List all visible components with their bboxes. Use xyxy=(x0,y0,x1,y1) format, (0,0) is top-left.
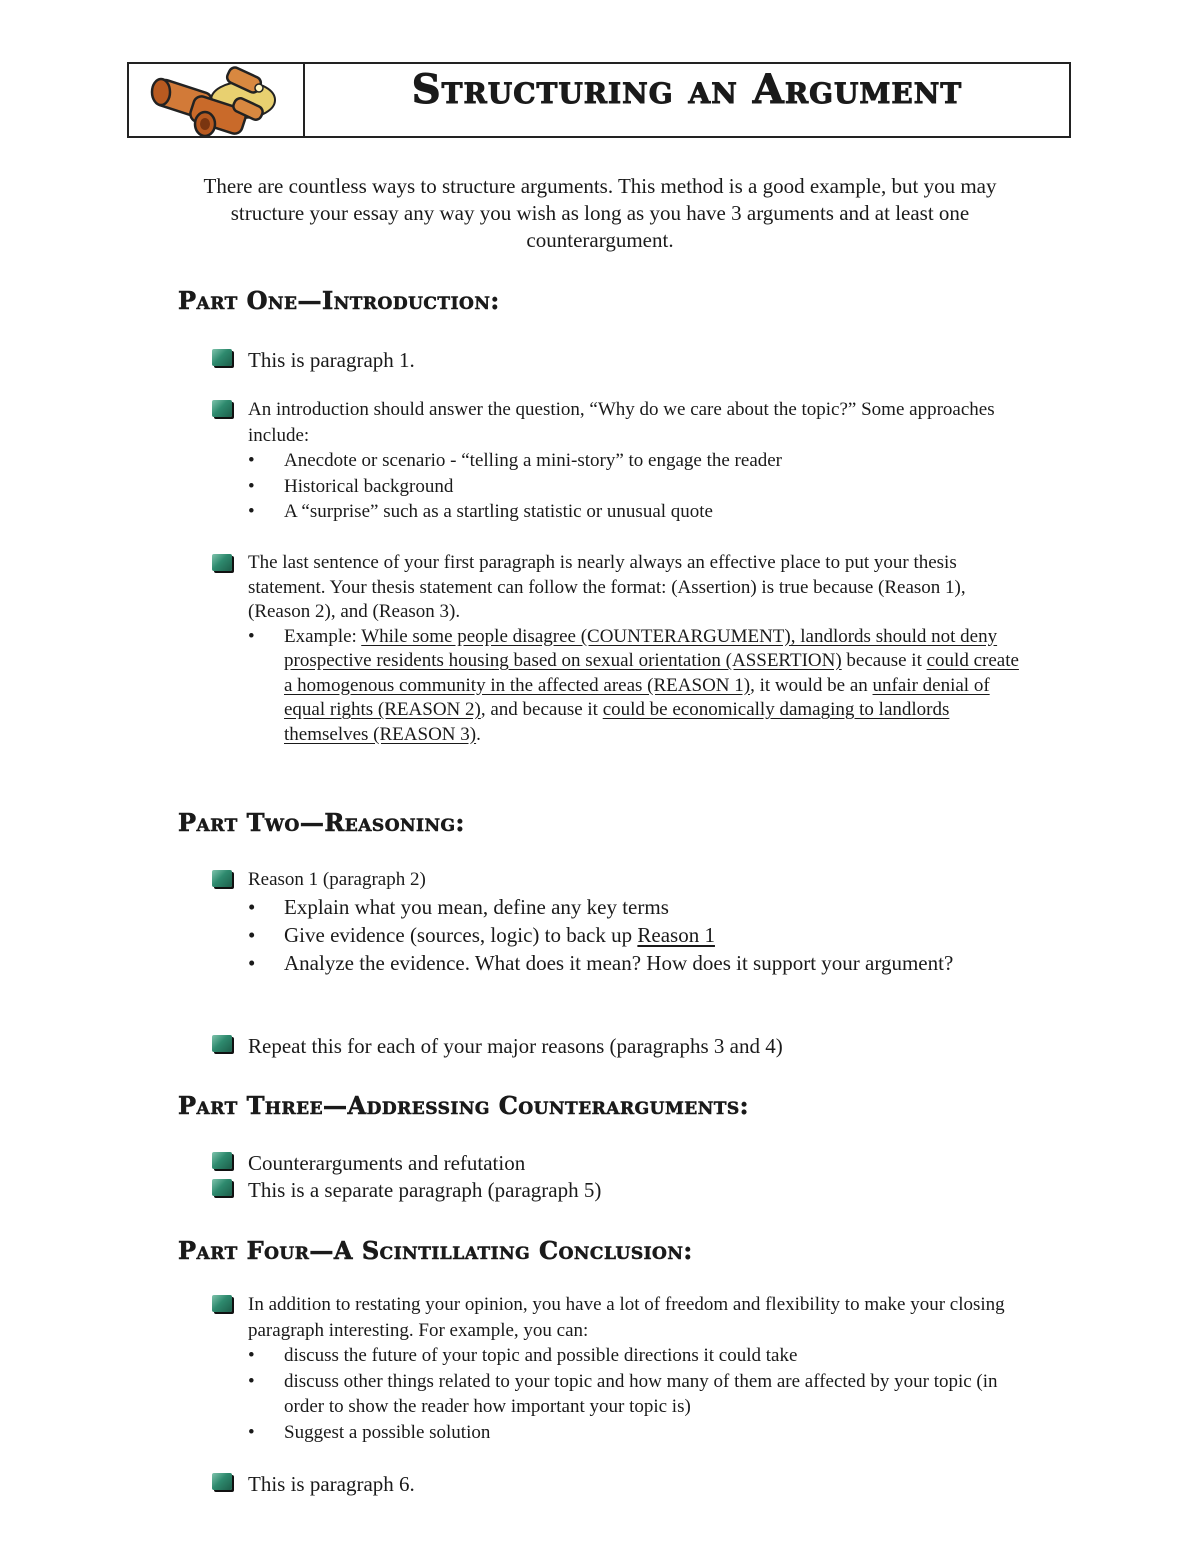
green-square-bullet-icon xyxy=(212,1179,232,1196)
sub-list xyxy=(212,448,1032,525)
underlined-phrase: could create a homogenous community in the affected areas (REASON 1) xyxy=(284,650,1019,696)
green-square-bullet-icon xyxy=(212,1152,232,1169)
part-three-heading: Part Three—Addressing Counterarguments: xyxy=(178,1091,750,1120)
header-box xyxy=(127,62,1071,138)
green-square-bullet-icon xyxy=(212,400,232,417)
list-item: Counterarguments and refutation xyxy=(212,1149,1032,1177)
green-square-bullet-icon xyxy=(212,349,232,366)
sub-list-item: • Anecdote or scenario - “telling a mini-story” to engage the reader xyxy=(212,448,1032,474)
sub-list-item: • discuss the future of your topic and possible directions it could take xyxy=(212,1343,1032,1369)
sub-list xyxy=(212,625,1032,748)
sub-list-item: • Suggest a possible solution xyxy=(212,1420,1032,1446)
intro-paragraph: There are countless ways to structure arguments. This method is a good example, but you may structure your essay any way you wish as long as you have 3 arguments and at least one counterargument. xyxy=(203,174,997,252)
sub-list-item: • Give evidence (sources, logic) to back up Reason 1 xyxy=(212,921,1032,949)
sub-list-item: • A “surprise” such as a startling statistic or unusual quote xyxy=(212,499,1032,525)
binoculars-icon xyxy=(147,66,287,138)
list-item: This is paragraph 1. xyxy=(212,346,1032,374)
green-square-bullet-icon xyxy=(212,870,232,887)
list-item: This is paragraph 6. xyxy=(212,1470,1032,1498)
sub-list-item: • Explain what you mean, define any key terms xyxy=(212,893,1032,921)
underlined-phrase: Reason 1 xyxy=(637,922,715,947)
sub-list-item: • Historical background xyxy=(212,474,1032,500)
underlined-phrase: unfair denial of equal rights (REASON 2) xyxy=(284,674,990,720)
sub-list xyxy=(212,893,1032,977)
list-item: In addition to restating your opinion, you have a lot of freedom and flexibility to make your closing paragraph interesting. For example, you can: • discuss the future of your topic and possible directions it could take • discuss other things related to your topic and how many of them are affected by your topic (in order to show the reader how important your topic is) • Suggest a possible solution xyxy=(212,1292,1032,1445)
example-thesis: • Example: While some people disagree (COUNTERARGUMENT), landlords should not deny prospective residents housing based on sexual orientation (ASSERTION) because it could create a homogenous community in the affected areas (REASON 1), it would be an unfair denial of equal rights (REASON 2), and because it could be economically damaging to landlords themselves (REASON 3). xyxy=(212,625,1032,748)
sub-list-item: • discuss other things related to your topic and how many of them are affected by your topic (in order to show the reader how important your topic is) xyxy=(212,1369,1032,1420)
document-title: Structuring an Argument xyxy=(411,66,963,113)
list-item: Reason 1 (paragraph 2) • Explain what you mean, define any key terms • Give evidence (sources, logic) to back up Reason 1 • Analyze the evidence. What does it mean? How does it support your argument? xyxy=(212,867,1032,977)
part-one-heading: Part One—Introduction: xyxy=(178,286,500,315)
underlined-phrase: While some people disagree (COUNTERARGUMENT), landlords should not deny prospective residents housing based on sexual orientation (ASSERTION) xyxy=(284,625,998,671)
list-item: Repeat this for each of your major reasons (paragraphs 3 and 4) xyxy=(212,1032,1032,1060)
green-square-bullet-icon xyxy=(212,554,232,571)
sub-list-item: • Analyze the evidence. What does it mean? How does it support your argument? xyxy=(212,949,1032,977)
green-square-bullet-icon xyxy=(212,1295,232,1312)
underlined-phrase: could be economically damaging to landlords themselves (REASON 3) xyxy=(284,699,950,745)
green-square-bullet-icon xyxy=(212,1473,232,1490)
part-two-heading: Part Two—Reasoning: xyxy=(178,808,465,837)
list-item: The last sentence of your first paragraph is nearly always an effective place to put your thesis statement. Your thesis statement can follow the format: (Assertion) is true because (Reason 1), (Reason 2), and (Reason 3). • Example: While some people disagree (COUNTERARGUMENT), landlords should not deny prospective residents housing based on sexual orientation (ASSERTION) because it could create a homogenous community in the affected areas (REASON 1), it would be an unfair denial of equal rights (REASON 2), and because it could be economically damaging to landlords themselves (REASON 3). xyxy=(212,551,1032,747)
part-four-heading: Part Four—A Scintillating Conclusion: xyxy=(178,1236,693,1265)
list-item: This is a separate paragraph (paragraph 5) xyxy=(212,1176,1032,1204)
logo-cell xyxy=(129,64,305,136)
sub-list xyxy=(212,1343,1032,1445)
green-square-bullet-icon xyxy=(212,1035,232,1052)
title-cell xyxy=(305,64,1069,136)
list-item: An introduction should answer the question, “Why do we care about the topic?” Some approaches include: • Anecdote or scenario - “telling a mini-story” to engage the reader • Historical background • A “surprise” such as a startling statistic or unusual quote xyxy=(212,397,1032,525)
